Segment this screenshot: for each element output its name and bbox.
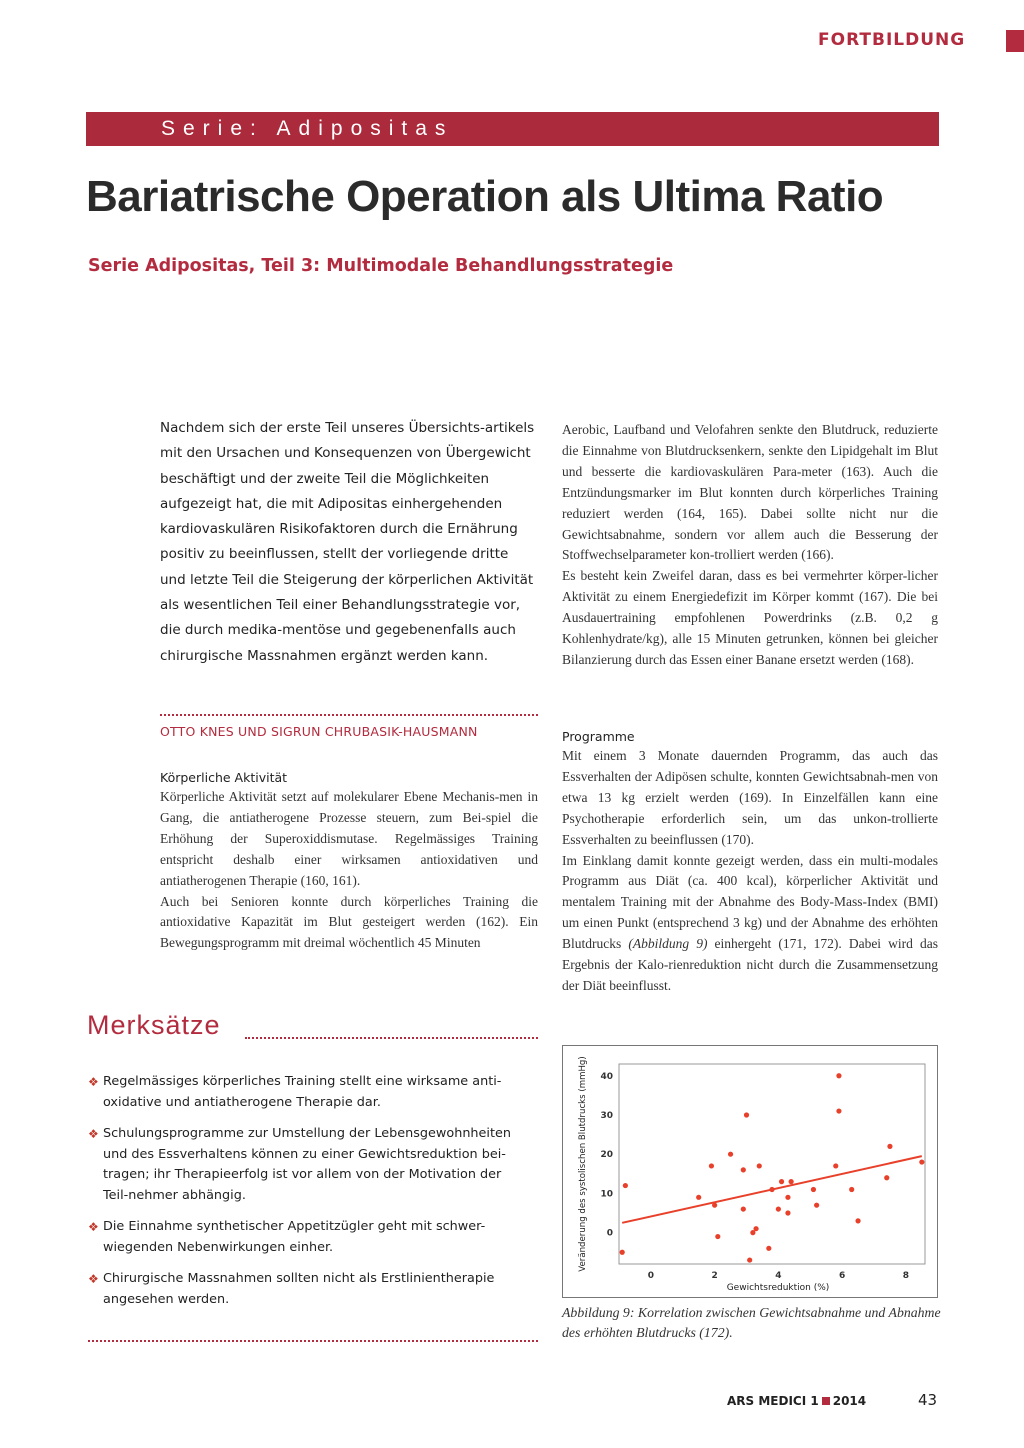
- merksaetze-title: Merksätze: [87, 1010, 221, 1040]
- data-point: [849, 1187, 854, 1192]
- data-point: [623, 1183, 628, 1188]
- list-item: ❖ Die Einnahme synthetischer Appetitzügler geht mit schwer-wiegenden Nebenwirkungen einher.: [88, 1219, 486, 1255]
- merksaetze-title-rule: [245, 1037, 538, 1039]
- series-banner-label: Serie: Adipositas: [161, 117, 454, 140]
- data-point: [753, 1226, 758, 1231]
- data-point: [728, 1152, 733, 1157]
- data-point: [779, 1179, 784, 1184]
- figure-caption: Abbildung 9: Korrelation zwischen Gewichtsabnahme und Abnahme des erhöhten Blutdrucks (172).: [562, 1305, 941, 1340]
- data-point: [785, 1195, 790, 1200]
- data-point: [744, 1112, 749, 1117]
- data-point: [884, 1175, 889, 1180]
- article-title: Bariatrische Operation als Ultima Ratio: [86, 172, 884, 221]
- section-activity: [160, 770, 538, 954]
- data-point: [855, 1218, 860, 1223]
- data-point: [887, 1144, 892, 1149]
- x-tick-label: 2: [711, 1271, 718, 1281]
- data-point: [757, 1163, 762, 1168]
- x-axis-label: Gewichtsreduktion (%): [726, 1283, 830, 1293]
- data-point: [785, 1210, 790, 1215]
- data-point: [747, 1257, 752, 1262]
- footer-square: [822, 1397, 830, 1405]
- lead-paragraph: Nachdem sich der erste Teil unseres Übersichts-artikels mit den Ursachen und Konsequenzen von Übergewicht beschäftigt und der zweite Teil die Möglichkeiten aufgezeigt hat, die mit Adipositas einhergehenden kardiovaskulären Risikofaktoren durch die Ernährung positiv zu beeinflussen, stellt der vorliegende dritte und letzte Teil die Steigerung der körperlichen Aktivität als wesentlichen Teil einer Behandlungsstrategie vor, die durch medika-mentöse und gegebenenfalls auch chirurgische Massnahmen ergänzt werden kann.: [160, 420, 535, 664]
- data-point: [715, 1234, 720, 1239]
- section-programme: [562, 729, 938, 997]
- figure-9: [562, 1045, 938, 1298]
- y-tick-label: 10: [600, 1189, 613, 1200]
- section-marker: [1006, 30, 1024, 52]
- section-label: FORTBILDUNG: [818, 30, 966, 50]
- body-paragraph: Aerobic, Laufband und Velofahren senkte den Blutdruck, reduzierte die Einnahme von Blutdrucksenkern, senkte den Lipidgehalt im Blut und besserte die kardiovaskulären Para-meter (163). Auch die Entzündungsmarker im Blut konnten durch körperliches Training reduziert werden (164, 165). Dabei sollte nicht nur die Gewichtsabnahme, sondern vor allem auch die Besserung der Stoffwechselparameter kon-trolliert werden (166).: [562, 422, 938, 563]
- data-point: [919, 1159, 924, 1164]
- data-point: [833, 1163, 838, 1168]
- divider: [160, 714, 538, 716]
- series-banner: [86, 112, 939, 146]
- y-tick-label: 40: [600, 1071, 613, 1082]
- body-paragraph: Mit einem 3 Monate dauernden Programm, das auch das Essverhalten der Adipösen schulte, konnten Gewichtsabnah-men von etwa 13 kg erzielt werden (169). In Einzelfällen kann eine Psychotherapie erforderlich sein, um das unkon-trollierte Essverhalten zu beeinflussen (170).: [562, 748, 938, 847]
- article-subtitle: Serie Adipositas, Teil 3: Multimodale Behandlungsstrategie: [88, 256, 674, 276]
- x-tick-label: 6: [838, 1271, 846, 1281]
- diamond-bullet-icon: ❖: [88, 1075, 99, 1089]
- y-axis-label: Veränderung des systolischen Blutdrucks (mmHg): [578, 1056, 588, 1272]
- data-point: [696, 1195, 701, 1200]
- data-point: [776, 1206, 781, 1211]
- figure-reference: (Abbildung 9): [628, 936, 708, 952]
- journal-year: 2014: [832, 1394, 867, 1408]
- merksaetze-bottom-rule: [88, 1340, 538, 1342]
- y-tick-label: 30: [600, 1110, 613, 1121]
- data-point: [836, 1108, 841, 1113]
- diamond-bullet-icon: ❖: [88, 1220, 99, 1234]
- data-point: [789, 1179, 794, 1184]
- body-paragraph: Es besteht kein Zweifel daran, dass es bei vermehrter körper-licher Aktivität zu einem Energiedefizit im Körper kommt (167). Die bei Ausdauertraining empfohlenen Powerdrinks (z.B. 0,2 g Kohlenhydrate/kg), alle 15 Minuten getrunken, können bei gleicher Bilanzierung durch das Essen einer Banane ersetzt werden (168).: [562, 568, 938, 667]
- list-item: ❖ Schulungsprogramme zur Umstellung der Lebensgewohnheiten und des Essverhaltens können zu einer Gewichtsreduktion bei-tragen; ihr Therapieerfolg ist vor allem von der Motivation der Teil-nehmer abhängig.: [88, 1126, 511, 1203]
- section-heading: Körperliche Aktivität: [160, 770, 288, 785]
- page-number: 43: [918, 1391, 938, 1409]
- scatter-chart: [563, 1046, 939, 1299]
- journal-name: ARS MEDICI 1: [727, 1394, 819, 1408]
- x-tick-label: 0: [647, 1271, 655, 1281]
- merksaetze-list: [88, 1072, 520, 1321]
- x-tick-label: 8: [902, 1271, 910, 1281]
- plot-frame: [619, 1064, 925, 1264]
- data-point: [836, 1073, 841, 1078]
- y-tick-label: 0: [606, 1228, 613, 1239]
- data-point: [620, 1250, 625, 1255]
- data-point: [811, 1187, 816, 1192]
- diamond-bullet-icon: ❖: [88, 1127, 99, 1141]
- body-paragraph: Körperliche Aktivität setzt auf molekularer Ebene Mechanis-men in Gang, die antiatherogene Prozesse steuern, zum Bei-spiel die Erhöhung der Superoxiddismutase. Regelmässiges Training entspricht deshalb einer wirksamen antioxidativen und antiatherogenen Therapie (160, 161).: [160, 789, 538, 888]
- body-paragraph: Im Einklang damit konnte gezeigt werden, dass ein multi-modales Programm aus Diät (ca. 400 kcal), körperlicher Aktivität und mentalem Training mit der Abnahme des Body-Mass-Index (BMI) um einen Punkt (entsprechend 3 kg) und der Abnahme des erhöhten Blutdrucks (Abbildung 9) einhergeht (171, 172). Dabei wird das Ergebnis der Kalo-rienreduktion nicht durch die Zusammensetzung der Diät beeinflusst.: [562, 852, 938, 993]
- diamond-bullet-icon: ❖: [88, 1272, 99, 1286]
- list-item: ❖ Chirurgische Massnahmen sollten nicht als Erstlinientherapie angesehen werden.: [88, 1271, 495, 1307]
- footer: [727, 1394, 866, 1408]
- x-tick-label: 4: [775, 1271, 782, 1281]
- authors: OTTO KNES UND SIGRUN CHRUBASIK-HAUSMANN: [160, 724, 478, 739]
- y-tick-label: 20: [600, 1150, 613, 1161]
- body-paragraph: Auch bei Senioren konnte durch körperliches Training die antioxidative Kapazität im Blut gesteigert werden (162). Ein Bewegungsprogramm mit dreimal wöchentlich 45 Minuten: [160, 893, 538, 951]
- data-point: [814, 1203, 819, 1208]
- list-item: ❖ Regelmässiges körperliches Training stellt eine wirksame anti-oxidative und antiatherogene Therapie dar.: [88, 1074, 502, 1110]
- right-column-top: [562, 420, 938, 671]
- data-point: [766, 1246, 771, 1251]
- data-point: [709, 1163, 714, 1168]
- data-point: [712, 1203, 717, 1208]
- data-point: [741, 1167, 746, 1172]
- section-heading: Programme: [562, 729, 635, 744]
- data-point: [769, 1187, 774, 1192]
- data-point: [741, 1206, 746, 1211]
